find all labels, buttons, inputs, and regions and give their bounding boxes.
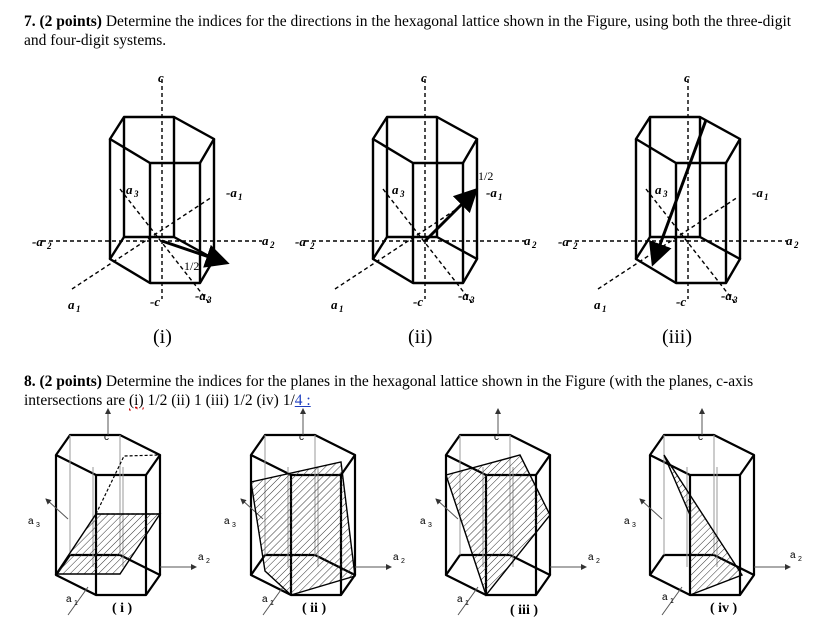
fraction-label: 1/2 <box>478 169 494 183</box>
q8-number: 8. <box>24 373 36 390</box>
svg-text:1: 1 <box>270 600 274 607</box>
svg-text:1: 1 <box>465 600 469 607</box>
svg-text:1: 1 <box>764 192 769 202</box>
svg-text:3: 3 <box>470 295 475 305</box>
direction-arrow <box>425 192 474 241</box>
direction-arrow <box>654 120 706 261</box>
neg-c-label: -c <box>676 294 687 309</box>
svg-text:2: 2 <box>573 241 578 251</box>
svg-text:3: 3 <box>232 522 236 529</box>
svg-text:2: 2 <box>206 558 210 565</box>
c-label: c <box>104 432 109 443</box>
a1-label: a <box>662 592 668 603</box>
figure-7i <box>32 70 275 348</box>
q7-number: 7. <box>24 13 36 30</box>
c-label: c <box>421 70 427 85</box>
a3-label: a <box>126 182 133 197</box>
a1-label: a <box>66 594 72 605</box>
a1-label: a <box>594 297 601 312</box>
a3-label: a <box>420 516 426 527</box>
c-label: c <box>698 432 703 443</box>
a3-label: a <box>392 182 399 197</box>
svg-text:3: 3 <box>400 189 405 199</box>
figure-7ii <box>295 70 537 348</box>
neg-a2-label: -a <box>295 234 306 249</box>
q8-last: 4 : <box>294 392 311 409</box>
figure-8ii <box>224 409 405 616</box>
q7-text: Determine the indices for the directions in the hexagonal lattice shown in the Figure, using both the three-digit and four-digit systems. <box>24 13 792 49</box>
a2-label: a <box>198 552 204 563</box>
figure-8iii <box>420 409 600 618</box>
svg-text:3: 3 <box>207 295 212 305</box>
caption-7i: (i) <box>153 326 172 348</box>
svg-text:2: 2 <box>532 240 537 250</box>
c-label: c <box>684 70 690 85</box>
q8-text-b: 1/2 (ii) 1 (iii) 1/2 (iv) 1/ <box>143 392 295 409</box>
caption-7iii: (iii) <box>662 326 692 348</box>
svg-text:1: 1 <box>74 600 78 607</box>
caption-8iv: ( iv ) <box>710 601 738 616</box>
svg-text:2: 2 <box>798 556 802 563</box>
figure-8iv <box>624 409 802 616</box>
svg-text:1: 1 <box>76 304 81 314</box>
a1-label: a <box>68 297 75 312</box>
neg-a1-label: -a <box>486 185 497 200</box>
caption-8ii: ( ii ) <box>302 601 327 616</box>
neg-a2-label: -a <box>558 234 569 249</box>
a3-label: a <box>28 516 34 527</box>
caption-8i: ( i ) <box>112 601 133 616</box>
svg-text:2: 2 <box>47 241 52 251</box>
neg-a1-label: -a <box>752 185 763 200</box>
plane <box>251 462 355 595</box>
neg-c-label: -c <box>413 294 424 309</box>
svg-text:2: 2 <box>310 241 315 251</box>
svg-text:1: 1 <box>498 192 503 202</box>
neg-a3-label: -a <box>721 288 732 303</box>
a3-label: a <box>224 516 230 527</box>
svg-text:3: 3 <box>733 295 738 305</box>
plane <box>56 514 160 574</box>
svg-text:3: 3 <box>36 522 40 529</box>
q8-i-marker: (i) <box>129 392 144 409</box>
a2-label: a <box>790 550 796 561</box>
svg-text:1: 1 <box>670 598 674 605</box>
a2-label: a <box>262 233 269 248</box>
q7-points: (2 points) <box>39 13 102 30</box>
neg-a2-label: -a <box>32 234 43 249</box>
a2-label: a <box>393 552 399 563</box>
neg-c-label: -c <box>150 294 161 309</box>
caption-7ii: (ii) <box>408 326 433 348</box>
svg-text:1: 1 <box>339 304 344 314</box>
a2-label: a <box>524 233 531 248</box>
svg-text:3: 3 <box>134 189 139 199</box>
svg-text:2: 2 <box>794 240 799 250</box>
a1-label: a <box>262 594 268 605</box>
q8-text-a: Determine the indices for the planes in the hexagonal lattice shown in the Figure (with the planes, c-axis intersections are <box>24 373 754 409</box>
a1-label: a <box>457 594 463 605</box>
c-label: c <box>494 432 499 443</box>
figure-7iii <box>558 70 799 348</box>
svg-text:2: 2 <box>401 558 405 565</box>
c-label: c <box>299 432 304 443</box>
svg-text:3: 3 <box>632 522 636 529</box>
a1-label: a <box>331 297 338 312</box>
fraction-label: 1/2 <box>184 259 200 273</box>
svg-text:1: 1 <box>238 192 243 202</box>
svg-text:3: 3 <box>428 522 432 529</box>
svg-text:2: 2 <box>270 240 275 250</box>
caption-8iii: ( iii ) <box>510 603 538 618</box>
figure-8i <box>28 409 210 616</box>
a2-label: a <box>786 233 793 248</box>
neg-a3-label: -a <box>458 288 469 303</box>
q8-points: (2 points) <box>39 373 102 390</box>
svg-text:3: 3 <box>663 189 668 199</box>
neg-a3-label: -a <box>195 288 206 303</box>
svg-text:1: 1 <box>602 304 607 314</box>
a3-label: a <box>655 182 662 197</box>
a2-label: a <box>588 552 594 563</box>
c-label: c <box>158 70 164 85</box>
svg-text:2: 2 <box>596 558 600 565</box>
neg-a1-label: -a <box>226 185 237 200</box>
a3-label: a <box>624 516 630 527</box>
